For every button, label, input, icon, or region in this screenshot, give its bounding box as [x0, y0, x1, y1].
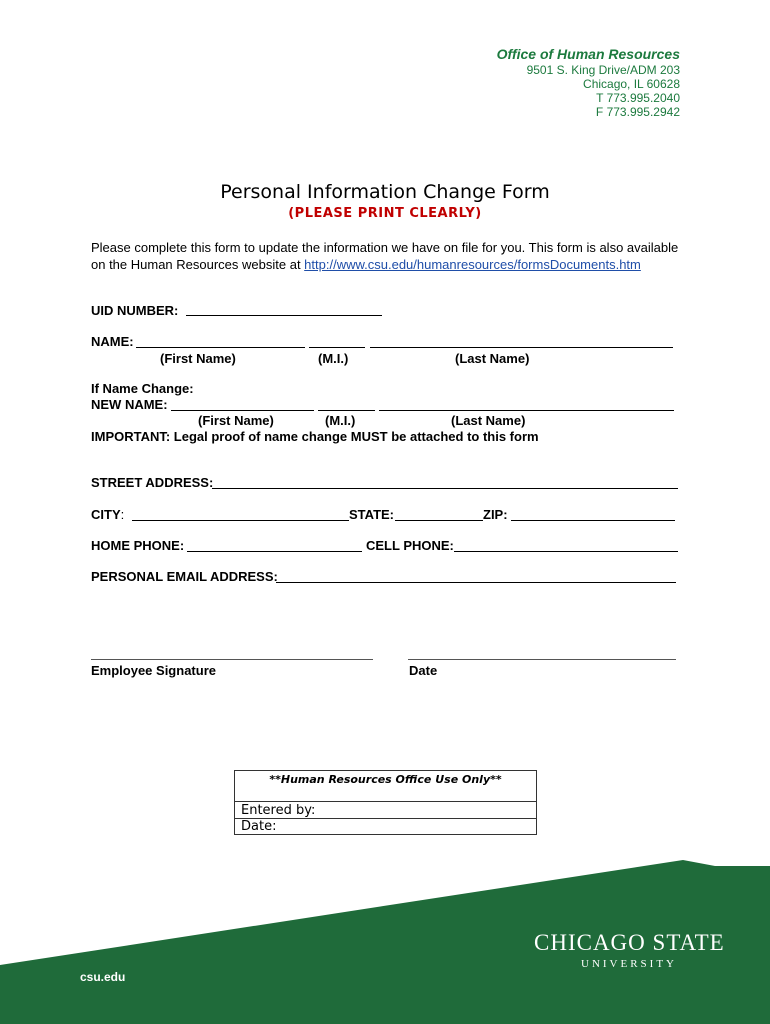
office-name: Office of Human Resources: [496, 46, 680, 62]
home-phone-label: HOME PHONE:: [91, 538, 185, 553]
date-label: Date: [409, 663, 438, 678]
logo-line2: UNIVERSITY: [581, 958, 677, 970]
footer-site: csu.edu: [80, 970, 126, 984]
signature-label: Employee Signature: [91, 663, 216, 678]
state-label: STATE:: [349, 507, 395, 522]
hr-date: Date:: [241, 819, 277, 834]
office-address-line2: Chicago, IL 60628: [583, 77, 680, 91]
intro-text: Please complete this form to update the information we have on file for you. This form is also available on the Human Resources website at: [91, 240, 679, 272]
email-label: PERSONAL EMAIL ADDRESS:: [91, 569, 278, 584]
name-change-label: If Name Change:: [91, 381, 194, 396]
hr-box-header: **Human Resources Office Use Only**: [269, 773, 502, 786]
form-title: Personal Information Change Form: [220, 181, 550, 203]
csu-logo: [534, 930, 724, 970]
office-address-line1: 9501 S. King Drive/ADM 203: [526, 63, 680, 77]
zip-label: ZIP:: [483, 507, 508, 522]
first-name-caption: (First Name): [160, 351, 236, 366]
hr-entered-by: Entered by:: [241, 803, 316, 818]
mi-caption: (M.I.): [318, 351, 349, 366]
new-first-name-caption: (First Name): [198, 413, 274, 428]
hr-forms-link[interactable]: http://www.csu.edu/humanresources/formsDocuments.htm: [304, 257, 641, 272]
office-phone: T 773.995.2040: [596, 91, 680, 105]
city-colon: :: [120, 507, 125, 522]
new-name-label: NEW NAME:: [91, 397, 168, 412]
office-fax: F 773.995.2942: [595, 105, 680, 119]
important-note: IMPORTANT: Legal proof of name change MUST be attached to this form: [91, 429, 539, 444]
new-last-name-caption: (Last Name): [451, 413, 526, 428]
city-label: CITY: [91, 507, 121, 522]
name-label: NAME:: [91, 334, 134, 349]
form-subtitle: (PLEASE PRINT CLEARLY): [288, 206, 482, 221]
last-name-caption: (Last Name): [455, 351, 530, 366]
cell-phone-label: CELL PHONE:: [366, 538, 454, 553]
new-mi-caption: (M.I.): [325, 413, 356, 428]
uid-label: UID NUMBER:: [91, 303, 179, 318]
street-address-label: STREET ADDRESS:: [91, 475, 214, 490]
logo-line1: CHICAGO STATE: [534, 930, 725, 955]
